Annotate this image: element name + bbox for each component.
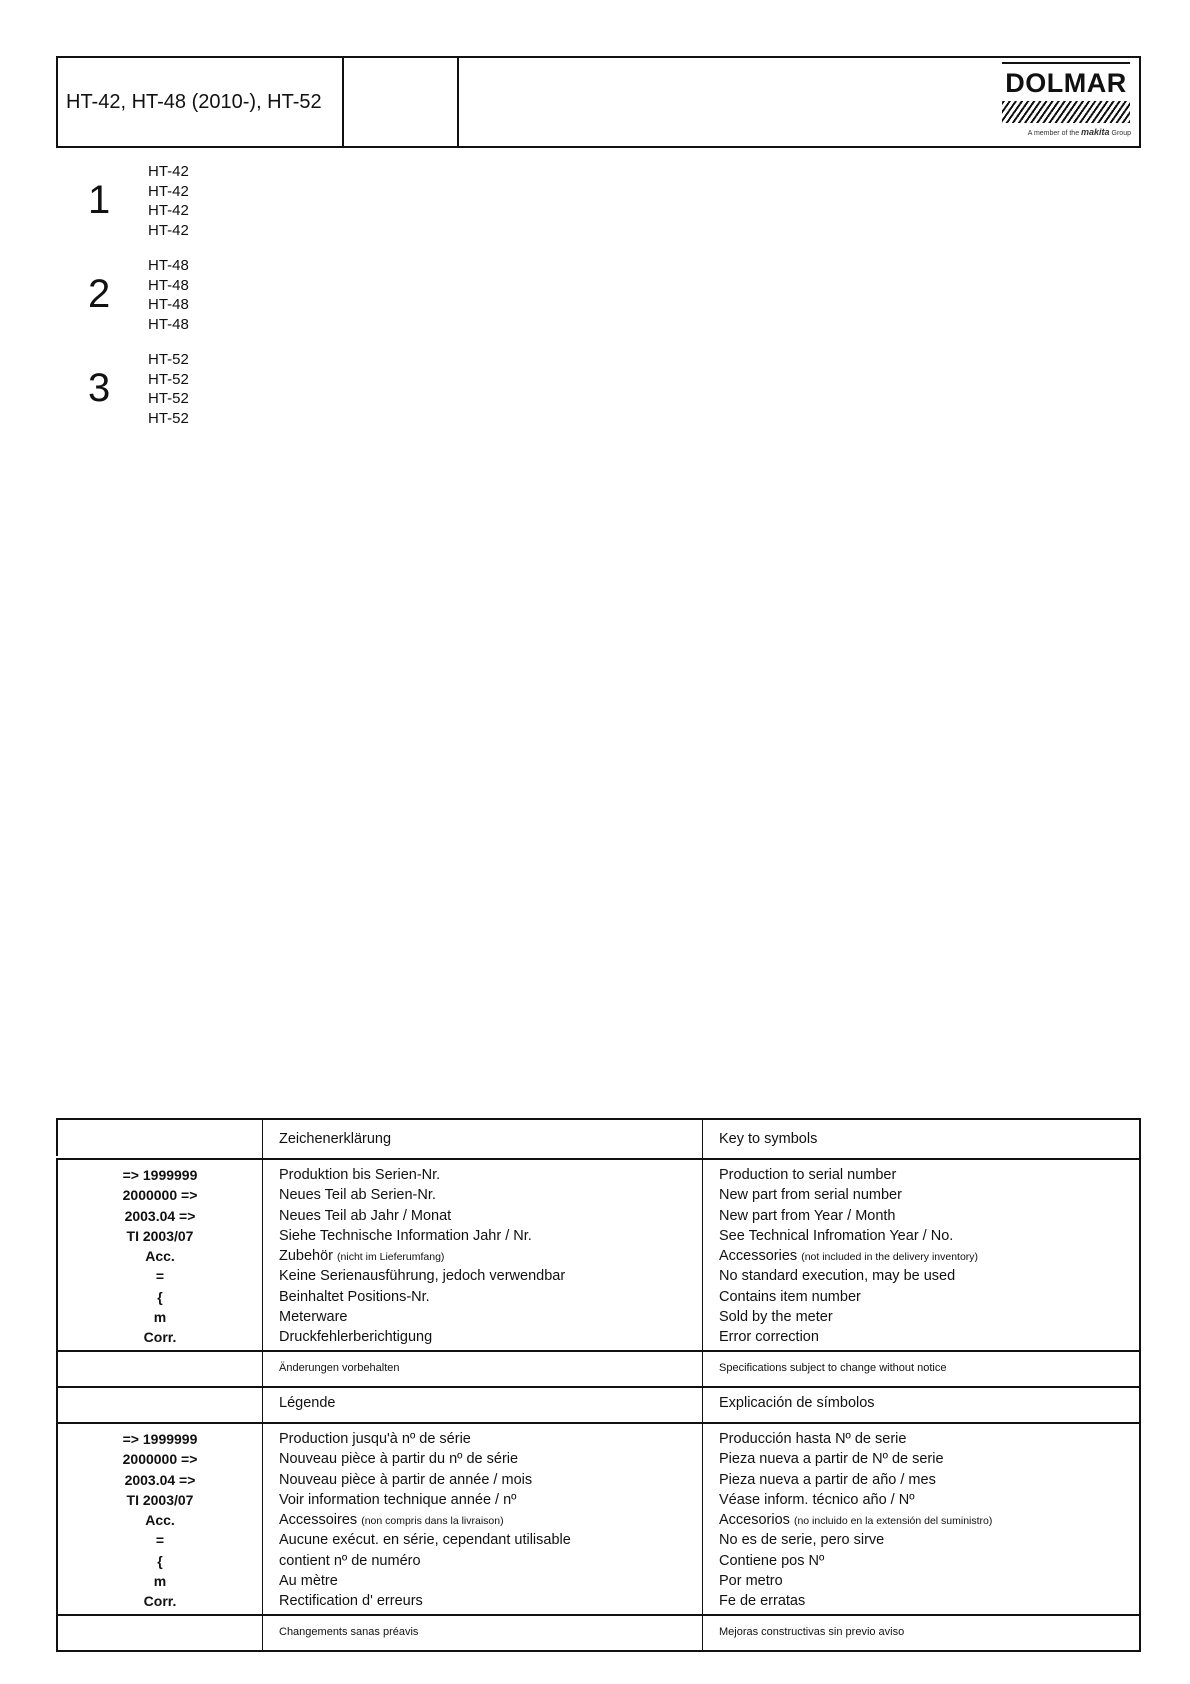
legend-header-row xyxy=(56,1120,1139,1160)
model-item: HT-52 xyxy=(148,390,189,407)
legend-heading-es: Explicación de símbolos xyxy=(702,1384,1139,1422)
group-number: 3 xyxy=(88,366,111,410)
legend-line: Sold by the meter xyxy=(719,1309,833,1326)
legend-line: Siehe Technische Information Jahr / Nr. xyxy=(279,1227,532,1244)
legend-line: Véase inform. técnico año / Nº xyxy=(719,1491,915,1508)
model-item: HT-48 xyxy=(148,296,189,313)
footer-note-en: Specifications subject to change without notice xyxy=(702,1352,1139,1386)
symbol: => 1999999 xyxy=(122,1167,198,1183)
legend-line: Neues Teil ab Serien-Nr. xyxy=(279,1187,436,1204)
legend-line: Rectification d' erreurs xyxy=(279,1593,423,1610)
footer-note-de: Änderungen vorbehalten xyxy=(262,1352,702,1386)
symbol: Corr. xyxy=(143,1593,177,1610)
symbol: = xyxy=(155,1532,165,1549)
footer-symbol-cell xyxy=(58,1616,262,1650)
legend-column-en xyxy=(702,1160,1139,1350)
group-number: 2 xyxy=(88,272,111,316)
model-item: HT-42 xyxy=(148,163,189,180)
legend-line: Druckfehlerberichtigung xyxy=(279,1329,433,1346)
symbol-column xyxy=(58,1424,262,1614)
legend-body-row xyxy=(56,1160,1139,1352)
document-title: HT-42, HT-48 (2010-), HT-52 xyxy=(58,58,344,146)
dolmar-logo xyxy=(999,62,1133,144)
legend-heading-en: Key to symbols xyxy=(702,1120,1139,1158)
page-header xyxy=(56,56,1141,148)
legend-line: Aucune exécut. en série, cependant utilisable xyxy=(279,1532,571,1549)
legend-line: Neues Teil ab Jahr / Monat xyxy=(279,1207,452,1224)
model-item: HT-48 xyxy=(148,315,189,333)
legend-line: Accessoires (non compris dans la livraison) xyxy=(279,1512,504,1529)
header-blank-cell xyxy=(344,58,459,146)
model-item: HT-42 xyxy=(148,221,189,239)
legend-line: See Technical Infromation Year / No. xyxy=(719,1227,954,1244)
legend-column-fr xyxy=(262,1424,702,1614)
symbol: = xyxy=(155,1268,165,1285)
model-item: HT-42 xyxy=(148,202,189,219)
legend-body-row xyxy=(56,1424,1139,1616)
logo-wordmark: DOLMAR xyxy=(1005,68,1127,98)
group-number: 1 xyxy=(88,178,111,222)
legend-line: Production to serial number xyxy=(719,1167,897,1183)
legend-footer-row xyxy=(56,1352,1139,1386)
logo-tagline: A member of the makita Group xyxy=(1027,127,1131,137)
symbol-header-cell xyxy=(58,1384,262,1422)
model-item: HT-52 xyxy=(148,351,189,368)
model-item: HT-52 xyxy=(148,409,189,427)
legend-line: Accessories (not included in the delivery inventory) xyxy=(719,1248,979,1265)
legend-line: New part from serial number xyxy=(719,1187,902,1204)
model-item: HT-48 xyxy=(148,276,189,294)
legend-line: Fe de erratas xyxy=(719,1593,806,1610)
symbol: Acc. xyxy=(145,1248,175,1265)
symbol: 2000000 => xyxy=(122,1451,198,1468)
symbol: { xyxy=(157,1288,163,1305)
legend-line: Produktion bis Serien-Nr. xyxy=(279,1167,441,1183)
footer-note-fr: Changements sanas préavis xyxy=(262,1616,702,1650)
legend-line: Nouveau pièce à partir de année / mois xyxy=(279,1471,533,1488)
symbol-column xyxy=(58,1160,262,1350)
symbol: Corr. xyxy=(143,1329,177,1346)
legend-heading-fr: Légende xyxy=(262,1384,702,1422)
legend-line: Por metro xyxy=(719,1573,783,1590)
legend-line: Producción hasta Nº de serie xyxy=(719,1431,907,1447)
header-logo-cell xyxy=(459,58,1139,146)
legend-line: Au mètre xyxy=(279,1573,338,1590)
legend-column-es xyxy=(702,1424,1139,1614)
legend-line: No standard execution, may be used xyxy=(719,1268,956,1285)
legend-table-fr-es xyxy=(56,1384,1141,1652)
legend-line: Meterware xyxy=(279,1309,348,1326)
symbol: m xyxy=(153,1309,167,1326)
symbol: TI 2003/07 xyxy=(126,1491,194,1508)
symbol: 2000000 => xyxy=(122,1187,198,1204)
symbol-header-cell xyxy=(56,1120,262,1158)
legend-heading-de: Zeichenerklärung xyxy=(262,1120,702,1158)
symbol: { xyxy=(157,1552,163,1569)
logo-stripes xyxy=(1002,101,1130,123)
legend-line: Voir information technique année / nº xyxy=(279,1491,517,1508)
legend-line: Contains item number xyxy=(719,1288,861,1305)
footer-note-es: Mejoras constructivas sin previo aviso xyxy=(702,1616,1139,1650)
legend-line: No es de serie, pero sirve xyxy=(719,1532,885,1549)
symbol: m xyxy=(153,1573,167,1590)
legend-line: Error correction xyxy=(719,1329,819,1346)
footer-symbol-cell xyxy=(58,1352,262,1386)
legend-line: Nouveau pièce à partir du nº de série xyxy=(279,1451,519,1468)
model-list xyxy=(148,256,189,334)
legend-line: Contiene pos Nº xyxy=(719,1552,825,1569)
model-item: HT-52 xyxy=(148,370,189,388)
legend-line: New part from Year / Month xyxy=(719,1207,896,1224)
symbol: => 1999999 xyxy=(122,1431,198,1447)
legend-line: contient nº de numéro xyxy=(279,1552,421,1569)
legend-table-de-en xyxy=(56,1118,1141,1388)
legend-line: Zubehör (nicht im Lieferumfang) xyxy=(279,1248,445,1265)
model-list xyxy=(148,350,189,428)
symbol: TI 2003/07 xyxy=(126,1227,194,1244)
legend-column-de xyxy=(262,1160,702,1350)
symbol: Acc. xyxy=(145,1512,175,1529)
legend-line: Pieza nueva a partir de Nº de serie xyxy=(719,1451,944,1468)
legend-line: Keine Serienausführung, jedoch verwendbar xyxy=(279,1268,566,1285)
legend-footer-row xyxy=(56,1616,1139,1650)
model-item: HT-42 xyxy=(148,182,189,200)
symbol: 2003.04 => xyxy=(124,1471,196,1488)
legend-header-row xyxy=(56,1384,1139,1424)
logo-rule xyxy=(1002,62,1130,64)
legend-line: Pieza nueva a partir de año / mes xyxy=(719,1471,936,1488)
symbol: 2003.04 => xyxy=(124,1207,196,1224)
model-item: HT-48 xyxy=(148,257,189,274)
model-list xyxy=(148,162,189,240)
legend-line: Beinhaltet Positions-Nr. xyxy=(279,1288,430,1305)
legend-line: Production jusqu'à nº de série xyxy=(279,1431,471,1447)
legend-line: Accesorios (no incluido en la extensión del suministro) xyxy=(719,1512,993,1529)
